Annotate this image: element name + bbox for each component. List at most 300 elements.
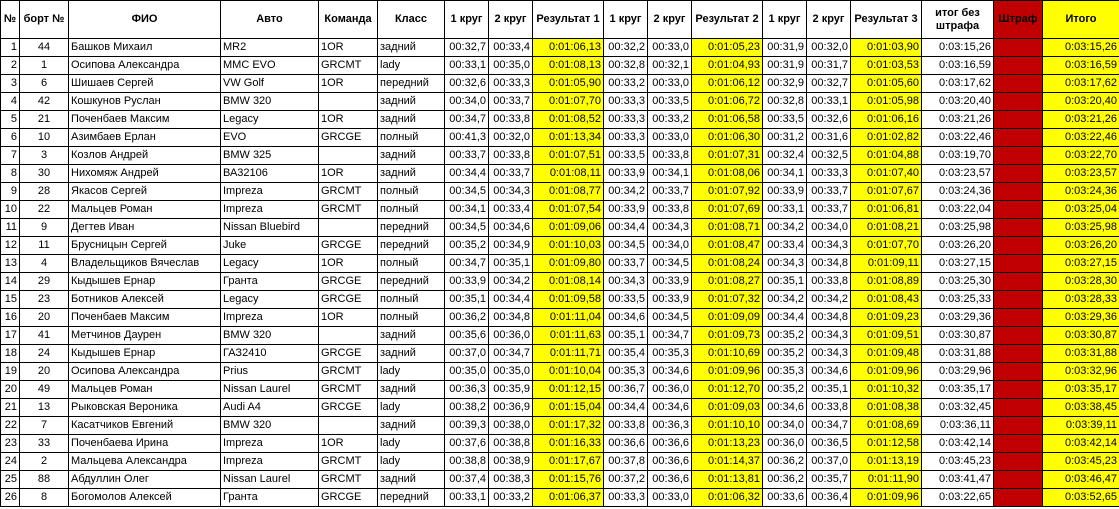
row-number-cell[interactable]: 6 [1,129,20,147]
run1-lap2-cell[interactable]: 00:35,0 [489,363,533,381]
class-name-cell[interactable]: передний [378,489,445,507]
row-number-cell[interactable]: 5 [1,111,20,129]
car-model-cell[interactable]: ГАЗ2410 [221,345,319,363]
car-model-cell[interactable]: Impreza [221,453,319,471]
result3-cell[interactable]: 0:01:04,88 [851,147,922,165]
result2-cell[interactable]: 0:01:13,23 [692,435,763,453]
driver-name-cell[interactable]: Дегтев Иван [69,219,221,237]
class-name-cell[interactable]: передний [378,219,445,237]
run3-lap1-cell[interactable]: 00:33,5 [763,111,807,129]
total-no-penalty-cell[interactable]: 0:03:27,15 [922,255,994,273]
result3-cell[interactable]: 0:01:08,38 [851,399,922,417]
result2-cell[interactable]: 0:01:12,70 [692,381,763,399]
run3-lap1-cell[interactable]: 00:36,0 [763,435,807,453]
total-no-penalty-cell[interactable]: 0:03:26,20 [922,237,994,255]
driver-name-cell[interactable]: Нихомяж Андрей [69,165,221,183]
run1-lap2-cell[interactable]: 00:35,1 [489,255,533,273]
result3-cell[interactable]: 0:01:09,51 [851,327,922,345]
run3-lap1-cell[interactable]: 00:34,4 [763,309,807,327]
run2-lap1-cell[interactable]: 00:33,8 [604,417,648,435]
run3-lap1-cell[interactable]: 00:35,3 [763,363,807,381]
result1-cell[interactable]: 0:01:11,71 [533,345,604,363]
run1-lap2-cell[interactable]: 00:33,3 [489,75,533,93]
run2-lap1-cell[interactable]: 00:34,2 [604,183,648,201]
bort-number-cell[interactable]: 23 [20,291,69,309]
run3-lap2-cell[interactable]: 00:34,3 [807,345,851,363]
bort-number-cell[interactable]: 20 [20,309,69,327]
row-number-cell[interactable]: 3 [1,75,20,93]
result2-cell[interactable]: 0:01:06,32 [692,489,763,507]
run3-lap2-cell[interactable]: 00:34,2 [807,291,851,309]
team-name-cell[interactable] [319,93,378,111]
run1-lap1-cell[interactable]: 00:32,7 [445,39,489,57]
result2-cell[interactable]: 0:01:06,12 [692,75,763,93]
driver-name-cell[interactable]: Касатчиков Евгений [69,417,221,435]
bort-number-cell[interactable]: 3 [20,147,69,165]
result1-cell[interactable]: 0:01:13,34 [533,129,604,147]
result1-cell[interactable]: 0:01:11,63 [533,327,604,345]
result3-cell[interactable]: 0:01:05,60 [851,75,922,93]
run2-lap2-cell[interactable]: 00:33,0 [648,129,692,147]
penalty-cell[interactable]: 00:03,0 [994,273,1043,291]
result3-cell[interactable]: 0:01:09,23 [851,309,922,327]
run2-lap2-cell[interactable]: 00:35,3 [648,345,692,363]
run2-lap1-cell[interactable]: 00:34,4 [604,399,648,417]
class-name-cell[interactable]: lady [378,399,445,417]
team-name-cell[interactable]: 1OR [319,435,378,453]
run3-lap1-cell[interactable]: 00:34,2 [763,219,807,237]
car-model-cell[interactable]: Juke [221,237,319,255]
run3-lap1-cell[interactable]: 00:31,9 [763,39,807,57]
run3-lap2-cell[interactable]: 00:33,1 [807,93,851,111]
result1-cell[interactable]: 0:01:17,67 [533,453,604,471]
run3-lap1-cell[interactable]: 00:34,2 [763,291,807,309]
result3-cell[interactable]: 0:01:11,90 [851,471,922,489]
run2-lap2-cell[interactable]: 00:33,9 [648,273,692,291]
bort-number-cell[interactable]: 8 [20,489,69,507]
total-no-penalty-cell[interactable]: 0:03:42,14 [922,435,994,453]
run1-lap1-cell[interactable]: 00:38,8 [445,453,489,471]
penalty-cell[interactable]: 00:00,0 [994,255,1043,273]
run2-lap2-cell[interactable]: 00:33,0 [648,489,692,507]
bort-number-cell[interactable]: 30 [20,165,69,183]
result3-cell[interactable]: 0:01:13,19 [851,453,922,471]
penalty-cell[interactable]: 00:00,0 [994,219,1043,237]
total-cell[interactable]: 0:03:35,17 [1043,381,1119,399]
result1-cell[interactable]: 0:01:15,76 [533,471,604,489]
total-cell[interactable]: 0:03:22,46 [1043,129,1119,147]
row-number-cell[interactable]: 12 [1,237,20,255]
run1-lap1-cell[interactable]: 00:34,7 [445,111,489,129]
team-name-cell[interactable]: GRCGE [319,273,378,291]
result2-cell[interactable]: 0:01:07,32 [692,291,763,309]
driver-name-cell[interactable]: Осипова Александра [69,363,221,381]
total-cell[interactable]: 0:03:25,04 [1043,201,1119,219]
driver-name-cell[interactable]: Брусницын Сергей [69,237,221,255]
driver-name-cell[interactable]: Поченбаева Ирина [69,435,221,453]
run1-lap2-cell[interactable]: 00:33,8 [489,111,533,129]
run3-lap1-cell[interactable]: 00:35,2 [763,327,807,345]
run3-lap2-cell[interactable]: 00:33,7 [807,183,851,201]
run1-lap1-cell[interactable]: 00:34,0 [445,93,489,111]
driver-name-cell[interactable]: Рыковская Вероника [69,399,221,417]
run3-lap2-cell[interactable]: 00:33,8 [807,399,851,417]
run3-lap2-cell[interactable]: 00:34,8 [807,309,851,327]
run1-lap2-cell[interactable]: 00:38,0 [489,417,533,435]
run3-lap2-cell[interactable]: 00:35,1 [807,381,851,399]
run1-lap2-cell[interactable]: 00:38,9 [489,453,533,471]
run2-lap1-cell[interactable]: 00:33,9 [604,165,648,183]
penalty-cell[interactable]: 00:05,0 [994,471,1043,489]
run2-lap2-cell[interactable]: 00:34,3 [648,219,692,237]
run1-lap2-cell[interactable]: 00:38,3 [489,471,533,489]
run2-lap1-cell[interactable]: 00:34,5 [604,237,648,255]
bort-number-cell[interactable]: 33 [20,435,69,453]
class-name-cell[interactable]: задний [378,111,445,129]
total-cell[interactable]: 0:03:39,11 [1043,417,1119,435]
team-name-cell[interactable] [319,417,378,435]
penalty-cell[interactable]: 00:00,0 [994,237,1043,255]
result2-cell[interactable]: 0:01:09,03 [692,399,763,417]
total-cell[interactable]: 0:03:20,40 [1043,93,1119,111]
run1-lap1-cell[interactable]: 00:34,5 [445,219,489,237]
total-cell[interactable]: 0:03:46,47 [1043,471,1119,489]
team-name-cell[interactable]: GRCGE [319,399,378,417]
run2-lap2-cell[interactable]: 00:36,0 [648,381,692,399]
run1-lap2-cell[interactable]: 00:33,7 [489,93,533,111]
car-model-cell[interactable]: Legacy [221,111,319,129]
run2-lap2-cell[interactable]: 00:34,6 [648,399,692,417]
row-number-cell[interactable]: 17 [1,327,20,345]
run2-lap1-cell[interactable]: 00:33,5 [604,147,648,165]
run3-lap1-cell[interactable]: 00:34,1 [763,165,807,183]
driver-name-cell[interactable]: Козлов Андрей [69,147,221,165]
result3-cell[interactable]: 0:01:07,70 [851,237,922,255]
total-no-penalty-cell[interactable]: 0:03:24,36 [922,183,994,201]
run1-lap1-cell[interactable]: 00:41,3 [445,129,489,147]
run1-lap2-cell[interactable]: 00:33,2 [489,489,533,507]
result2-cell[interactable]: 0:01:09,09 [692,309,763,327]
run3-lap2-cell[interactable]: 00:34,0 [807,219,851,237]
car-model-cell[interactable]: Impreza [221,309,319,327]
run3-lap1-cell[interactable]: 00:35,1 [763,273,807,291]
bort-number-cell[interactable]: 28 [20,183,69,201]
row-number-cell[interactable]: 4 [1,93,20,111]
class-name-cell[interactable]: передний [378,237,445,255]
run1-lap1-cell[interactable]: 00:33,7 [445,147,489,165]
bort-number-cell[interactable]: 4 [20,255,69,273]
result1-cell[interactable]: 0:01:08,14 [533,273,604,291]
total-cell[interactable]: 0:03:29,36 [1043,309,1119,327]
car-model-cell[interactable]: MR2 [221,39,319,57]
car-model-cell[interactable]: Impreza [221,183,319,201]
result2-cell[interactable]: 0:01:05,23 [692,39,763,57]
class-name-cell[interactable]: полный [378,201,445,219]
result3-cell[interactable]: 0:01:07,40 [851,165,922,183]
run3-lap2-cell[interactable]: 00:34,7 [807,417,851,435]
run2-lap1-cell[interactable]: 00:35,3 [604,363,648,381]
run2-lap1-cell[interactable]: 00:37,8 [604,453,648,471]
run1-lap1-cell[interactable]: 00:33,9 [445,273,489,291]
run3-lap2-cell[interactable]: 00:36,4 [807,489,851,507]
run1-lap1-cell[interactable]: 00:35,1 [445,291,489,309]
team-name-cell[interactable]: GRCGE [319,345,378,363]
row-number-cell[interactable]: 16 [1,309,20,327]
run2-lap2-cell[interactable]: 00:34,6 [648,363,692,381]
run3-lap1-cell[interactable]: 00:34,3 [763,255,807,273]
penalty-cell[interactable]: 00:06,0 [994,399,1043,417]
result2-cell[interactable]: 0:01:08,24 [692,255,763,273]
result1-cell[interactable]: 0:01:07,51 [533,147,604,165]
penalty-cell[interactable]: 00:30,0 [994,489,1043,507]
team-name-cell[interactable]: GRCMT [319,57,378,75]
total-cell[interactable]: 0:03:30,87 [1043,327,1119,345]
total-cell[interactable]: 0:03:15,26 [1043,39,1119,57]
result3-cell[interactable]: 0:01:08,89 [851,273,922,291]
car-model-cell[interactable]: BMW 320 [221,327,319,345]
result2-cell[interactable]: 0:01:08,47 [692,237,763,255]
result3-cell[interactable]: 0:01:08,69 [851,417,922,435]
driver-name-cell[interactable]: Владельщиков Вячеслав [69,255,221,273]
car-model-cell[interactable]: BMW 325 [221,147,319,165]
run1-lap1-cell[interactable]: 00:37,6 [445,435,489,453]
result2-cell[interactable]: 0:01:06,58 [692,111,763,129]
result1-cell[interactable]: 0:01:09,58 [533,291,604,309]
total-cell[interactable]: 0:03:25,98 [1043,219,1119,237]
team-name-cell[interactable] [319,147,378,165]
car-model-cell[interactable]: EVO [221,129,319,147]
driver-name-cell[interactable]: Кошкунов Руслан [69,93,221,111]
result3-cell[interactable]: 0:01:05,98 [851,93,922,111]
result3-cell[interactable]: 0:01:08,21 [851,219,922,237]
class-name-cell[interactable]: полный [378,291,445,309]
total-no-penalty-cell[interactable]: 0:03:35,17 [922,381,994,399]
run1-lap1-cell[interactable]: 00:34,4 [445,165,489,183]
result2-cell[interactable]: 0:01:07,31 [692,147,763,165]
run2-lap2-cell[interactable]: 00:33,0 [648,39,692,57]
total-no-penalty-cell[interactable]: 0:03:19,70 [922,147,994,165]
row-number-cell[interactable]: 20 [1,381,20,399]
car-model-cell[interactable]: Impreza [221,201,319,219]
result3-cell[interactable]: 0:01:09,96 [851,489,922,507]
run2-lap2-cell[interactable]: 00:33,8 [648,201,692,219]
run2-lap2-cell[interactable]: 00:33,2 [648,111,692,129]
car-model-cell[interactable]: Prius [221,363,319,381]
class-name-cell[interactable]: полный [378,129,445,147]
total-cell[interactable]: 0:03:24,36 [1043,183,1119,201]
run1-lap2-cell[interactable]: 00:38,8 [489,435,533,453]
run3-lap1-cell[interactable]: 00:35,2 [763,345,807,363]
row-number-cell[interactable]: 18 [1,345,20,363]
result3-cell[interactable]: 0:01:03,53 [851,57,922,75]
driver-name-cell[interactable]: Абдуллин Олег [69,471,221,489]
driver-name-cell[interactable]: Якасов Сергей [69,183,221,201]
car-model-cell[interactable]: Nissan Laurel [221,471,319,489]
run2-lap2-cell[interactable]: 00:34,1 [648,165,692,183]
run3-lap2-cell[interactable]: 00:32,0 [807,39,851,57]
car-model-cell[interactable]: BMW 320 [221,417,319,435]
run3-lap1-cell[interactable]: 00:36,2 [763,453,807,471]
row-number-cell[interactable]: 21 [1,399,20,417]
bort-number-cell[interactable]: 88 [20,471,69,489]
result2-cell[interactable]: 0:01:10,10 [692,417,763,435]
result1-cell[interactable]: 0:01:07,54 [533,201,604,219]
row-number-cell[interactable]: 1 [1,39,20,57]
run3-lap2-cell[interactable]: 00:36,5 [807,435,851,453]
result3-cell[interactable]: 0:01:06,81 [851,201,922,219]
total-no-penalty-cell[interactable]: 0:03:41,47 [922,471,994,489]
car-model-cell[interactable]: Гранта [221,489,319,507]
total-no-penalty-cell[interactable]: 0:03:45,23 [922,453,994,471]
run2-lap1-cell[interactable]: 00:33,3 [604,111,648,129]
team-name-cell[interactable]: GRCMT [319,363,378,381]
bort-number-cell[interactable]: 20 [20,363,69,381]
run1-lap1-cell[interactable]: 00:33,1 [445,489,489,507]
run1-lap1-cell[interactable]: 00:34,7 [445,255,489,273]
bort-number-cell[interactable]: 10 [20,129,69,147]
run3-lap2-cell[interactable]: 00:34,6 [807,363,851,381]
penalty-cell[interactable] [994,129,1043,147]
run2-lap2-cell[interactable]: 00:33,9 [648,291,692,309]
run3-lap1-cell[interactable]: 00:35,2 [763,381,807,399]
run2-lap2-cell[interactable]: 00:33,0 [648,75,692,93]
run1-lap2-cell[interactable]: 00:34,3 [489,183,533,201]
run3-lap2-cell[interactable]: 00:32,6 [807,111,851,129]
row-number-cell[interactable]: 2 [1,57,20,75]
result2-cell[interactable]: 0:01:06,72 [692,93,763,111]
team-name-cell[interactable]: GRCMT [319,471,378,489]
total-no-penalty-cell[interactable]: 0:03:25,98 [922,219,994,237]
driver-name-cell[interactable]: Кыдышев Ернар [69,273,221,291]
run2-lap1-cell[interactable]: 00:33,2 [604,75,648,93]
result1-cell[interactable]: 0:01:06,37 [533,489,604,507]
penalty-cell[interactable]: 00:00,0 [994,327,1043,345]
class-name-cell[interactable]: полный [378,309,445,327]
driver-name-cell[interactable]: Азимбаев Ерлан [69,129,221,147]
run1-lap1-cell[interactable]: 00:34,1 [445,201,489,219]
result1-cell[interactable]: 0:01:06,13 [533,39,604,57]
run3-lap1-cell[interactable]: 00:34,0 [763,417,807,435]
run1-lap1-cell[interactable]: 00:35,2 [445,237,489,255]
class-name-cell[interactable]: задний [378,165,445,183]
penalty-cell[interactable]: 00:03,0 [994,147,1043,165]
penalty-cell[interactable] [994,75,1043,93]
result1-cell[interactable]: 0:01:11,04 [533,309,604,327]
car-model-cell[interactable]: Impreza [221,435,319,453]
run2-lap1-cell[interactable]: 00:36,7 [604,381,648,399]
run1-lap1-cell[interactable]: 00:39,3 [445,417,489,435]
run2-lap1-cell[interactable]: 00:32,2 [604,39,648,57]
class-name-cell[interactable]: lady [378,57,445,75]
total-cell[interactable]: 0:03:45,23 [1043,453,1119,471]
total-cell[interactable]: 0:03:32,96 [1043,363,1119,381]
run1-lap2-cell[interactable]: 00:33,8 [489,147,533,165]
class-name-cell[interactable]: передний [378,273,445,291]
penalty-cell[interactable]: 00:00,0 [994,345,1043,363]
result1-cell[interactable]: 0:01:05,90 [533,75,604,93]
total-no-penalty-cell[interactable]: 0:03:16,59 [922,57,994,75]
team-name-cell[interactable]: 1OR [319,165,378,183]
result2-cell[interactable]: 0:01:07,69 [692,201,763,219]
result2-cell[interactable]: 0:01:09,73 [692,327,763,345]
team-name-cell[interactable]: 1OR [319,255,378,273]
run2-lap2-cell[interactable]: 00:36,6 [648,453,692,471]
total-no-penalty-cell[interactable]: 0:03:32,45 [922,399,994,417]
run1-lap2-cell[interactable]: 00:35,9 [489,381,533,399]
driver-name-cell[interactable]: Мальцева Александра [69,453,221,471]
run1-lap1-cell[interactable]: 00:35,0 [445,363,489,381]
run1-lap2-cell[interactable]: 00:36,0 [489,327,533,345]
result1-cell[interactable]: 0:01:08,13 [533,57,604,75]
result2-cell[interactable]: 0:01:08,71 [692,219,763,237]
row-number-cell[interactable]: 26 [1,489,20,507]
result2-cell[interactable]: 0:01:06,30 [692,129,763,147]
run1-lap1-cell[interactable]: 00:37,0 [445,345,489,363]
result1-cell[interactable]: 0:01:08,77 [533,183,604,201]
car-model-cell[interactable]: Legacy [221,255,319,273]
run3-lap2-cell[interactable]: 00:34,3 [807,327,851,345]
result1-cell[interactable]: 0:01:07,70 [533,93,604,111]
run2-lap2-cell[interactable]: 00:34,5 [648,255,692,273]
total-cell[interactable]: 0:03:16,59 [1043,57,1119,75]
result1-cell[interactable]: 0:01:09,80 [533,255,604,273]
bort-number-cell[interactable]: 41 [20,327,69,345]
run1-lap2-cell[interactable]: 00:34,2 [489,273,533,291]
run2-lap2-cell[interactable]: 00:32,1 [648,57,692,75]
team-name-cell[interactable]: 1OR [319,39,378,57]
result3-cell[interactable]: 0:01:03,90 [851,39,922,57]
result2-cell[interactable]: 0:01:13,81 [692,471,763,489]
run1-lap2-cell[interactable]: 00:32,0 [489,129,533,147]
class-name-cell[interactable]: lady [378,363,445,381]
penalty-cell[interactable]: 00:03,0 [994,363,1043,381]
team-name-cell[interactable]: GRCGE [319,237,378,255]
result3-cell[interactable]: 0:01:12,58 [851,435,922,453]
run1-lap2-cell[interactable]: 00:34,4 [489,291,533,309]
bort-number-cell[interactable]: 42 [20,93,69,111]
class-name-cell[interactable]: передний [378,75,445,93]
car-model-cell[interactable]: Audi A4 [221,399,319,417]
run1-lap1-cell[interactable]: 00:34,5 [445,183,489,201]
penalty-cell[interactable]: 00:00,0 [994,165,1043,183]
team-name-cell[interactable]: GRCMT [319,381,378,399]
bort-number-cell[interactable]: 2 [20,453,69,471]
result3-cell[interactable]: 0:01:06,16 [851,111,922,129]
car-model-cell[interactable]: Nissan Laurel [221,381,319,399]
team-name-cell[interactable] [319,327,378,345]
result2-cell[interactable]: 0:01:14,37 [692,453,763,471]
result2-cell[interactable]: 0:01:10,69 [692,345,763,363]
run3-lap1-cell[interactable]: 00:33,9 [763,183,807,201]
result1-cell[interactable]: 0:01:10,04 [533,363,604,381]
total-no-penalty-cell[interactable]: 0:03:22,04 [922,201,994,219]
result1-cell[interactable]: 0:01:15,04 [533,399,604,417]
run2-lap2-cell[interactable]: 00:34,7 [648,327,692,345]
total-no-penalty-cell[interactable]: 0:03:21,26 [922,111,994,129]
run1-lap1-cell[interactable]: 00:38,2 [445,399,489,417]
total-no-penalty-cell[interactable]: 0:03:23,57 [922,165,994,183]
result3-cell[interactable]: 0:01:08,43 [851,291,922,309]
class-name-cell[interactable]: задний [378,327,445,345]
bort-number-cell[interactable]: 49 [20,381,69,399]
run2-lap1-cell[interactable]: 00:33,5 [604,291,648,309]
run1-lap2-cell[interactable]: 00:35,0 [489,57,533,75]
run3-lap1-cell[interactable]: 00:33,4 [763,237,807,255]
total-no-penalty-cell[interactable]: 0:03:17,62 [922,75,994,93]
driver-name-cell[interactable]: Мальцев Роман [69,201,221,219]
penalty-cell[interactable]: 00:00,0 [994,309,1043,327]
run1-lap1-cell[interactable]: 00:32,6 [445,75,489,93]
